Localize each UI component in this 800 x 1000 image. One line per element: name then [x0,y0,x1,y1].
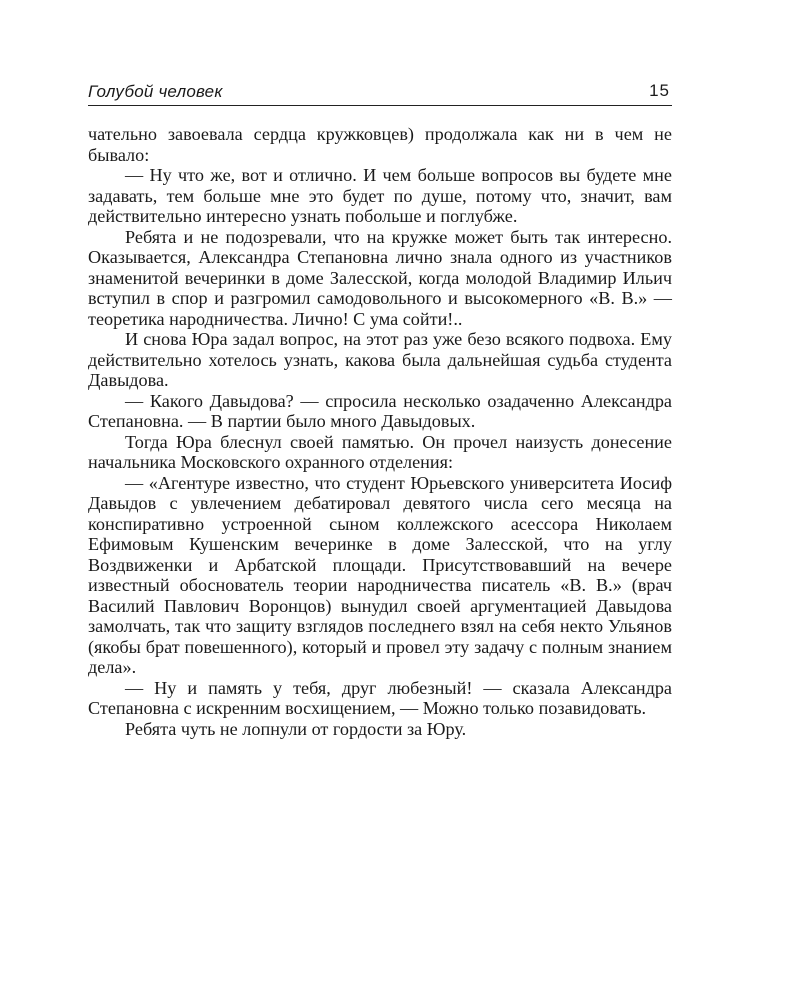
paragraph: — Какого Давыдова? — спросила несколько озадаченно Александра Степановна. — В партии было много Давыдовых. [88,390,672,431]
page-number: 15 [649,81,670,100]
paragraph: И снова Юра задал вопрос, на этот раз уже безо всякого подвоха. Ему действительно хотелось узнать, какова была дальнейшая судьба студента Давыдова. [88,329,672,390]
paragraph: — Ну и память у тебя, друг любезный! — сказала Александра Степановна с искренним восхищением, — Можно только позавидовать. [88,677,672,718]
page-header [88,78,672,106]
paragraph: Тогда Юра блеснул своей памятью. Он прочел наизусть донесение начальника Московского охранного отделения: [88,431,672,472]
paragraph: — «Агентуре известно, что студент Юрьевского университета Иосиф Давыдов с увлечением дебатировал девятого числа сего месяца на конспиративно устроенной сыном коллежского асессора Николаем Ефимовым Кушенским вечеринке в доме Залесской, что на углу Воздвиженки и Арбатской площади. Присутствовавший на вечере известный обоснователь теории народничества писатель «В. В.» (врач Василий Павлович Воронцов) вынудил своей аргументацией Давыдова замолчать, так что защиту взглядов последнего взял на себя некто Ульянов (якобы брат повешенного), который и провел эту задачу с полным знанием дела». [88,472,672,677]
paragraph: чательно завоевала сердца кружковцев) продолжала как ни в чем не бывало: [88,124,672,165]
paragraph: Ребята и не подозревали, что на кружке может быть так интересно. Оказывается, Александра Степановна лично знала одного из участников знаменитой вечеринки в доме Залесской, когда молодой Владимир Ильич вступил в спор и разгромил самодовольного и высокомерного «В. В.» — теоретика народничества. Лично! С ума сойти!.. [88,226,672,329]
paragraph: Ребята чуть не лопнули от гордости за Юру. [125,718,467,739]
paragraph: — Ну что же, вот и отлично. И чем больше вопросов вы будете мне задавать, тем больше мне это будет по душе, потому что, значит, вам действительно интересно узнать побольше и поглубже. [88,165,672,226]
running-title: Голубой человек [88,82,223,101]
body-text [88,124,672,739]
